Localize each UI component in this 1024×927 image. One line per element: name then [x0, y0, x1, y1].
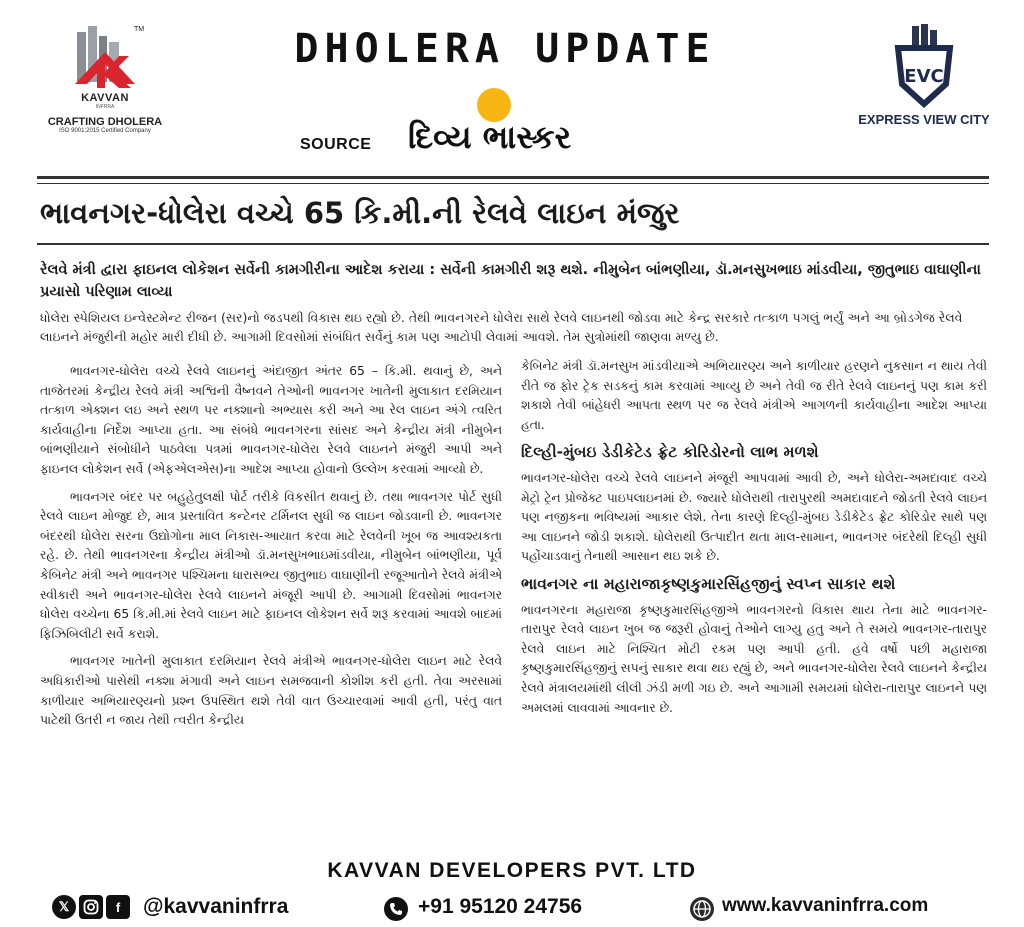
- page-title: DHOLERA UPDATE: [294, 26, 716, 72]
- evc-mark-text: EVC: [904, 66, 944, 87]
- headline: ભાવનગર-ધોલેરા વચ્ચે 65 કિ.મી.ની રેલવે લાઇન મંજુર: [40, 196, 680, 230]
- source-brand: દિવ્ય ભાસ્કર: [408, 118, 572, 156]
- kavvan-building-icon: [65, 22, 145, 94]
- kavvan-tagline: CRAFTING DHOLERA: [47, 116, 163, 128]
- company-name: KAVVAN DEVELOPERS PVT. LTD: [327, 859, 697, 882]
- subhead: રેલવે મંત્રી દ્વારા ફાઇનલ લોકેશન સર્વેની કામગીરીના આદેશ કરાયા : સર્વેની કામગીરી શરૂ થશે. નીમુબેન બાંભણીયા, ડૉ.મનસુખભાઇ માંડવીયા, જીતુભાઇ વાઘાણીના પ્રયાસો પરિણામ લાવ્યા: [40, 262, 981, 300]
- left-paragraph-3: ભાવનગર ખાતેની મુલાકાત દરમિયાન રેલવે મંત્રીએ ભાવનગર-ધોલેરા લાઇન માટે રેલવે અધિકારીઓ પાસેથી નક્શા મંગાવી અને લાઇન સમજવાની કોશીશ કરી હતી. તેવા અરસામાં કાળીયાર અભિયારણ્યનો પ્રશ્ન ઉપસ્થિત થશે તેવી વાત ઉચ્ચારવામાં આવી હતી, પરંતુ વાત પાટેથી ઉતરી ન જાય તેથી ત્વરીત કેન્દ્રીય: [40, 654, 502, 728]
- trademark-mark: TM: [134, 26, 145, 33]
- website-link[interactable]: www.kavvaninfrra.com: [722, 895, 929, 916]
- section-1-heading: દિલ્હી-મુંબઇ ડેડીકેટેડ ફ્રેટ કોરિડોરનો લાભ મળશે: [521, 443, 819, 462]
- sun-icon: [477, 88, 511, 122]
- left-paragraph-1: ભાવનગર-ધોલેરા વચ્ચે રેલવે લાઇનનું અંદાજીત અંતર 65 – કિ.મી. થવાનું છે, અને તાજેતરમાં કેન્દ્રીય રેલવે મંત્રી અશ્વિની વૈષ્નવને તેઓની ભાવનગર ખાતેની મુલાકાત દરમિયાન તત્કાળ એક્શન લઇ અને સ્થળ પર નક્શાનો અભ્યાસ કરી અને આ રેલ લાઇન અંગે ત્વરિત કાર્યવાહીના નિર્દેશ આપ્યા હતા. આ સંબંધે ભાવનગરના સાંસદ અને કેન્દ્રીય મંત્રી નીમુબેન બાંભણીયાને સંબોધીને પાઠવેલા પત્રમાં ભાવનગર-ધોલેરા રેલવે લાઇનને મંજુરી આપી અને ફાઇનલ લોકેશન સર્વે (એફએલએસ)ના આદેશ આપ્યા હોવાનો ઉલ્લેખ કરવામાં આવ્યો છે.: [40, 364, 502, 476]
- kavvan-iso: ISO 9001:2015 Certified Company: [59, 128, 151, 134]
- evc-name: EXPRESS VIEW CITY: [858, 112, 990, 127]
- x-icon[interactable]: 𝕏: [52, 895, 76, 919]
- phone-icon: [384, 897, 408, 921]
- kavvan-logo: [40, 22, 170, 152]
- headline-rule: [37, 243, 989, 245]
- social-handle[interactable]: @kavvaninfrra: [143, 895, 289, 918]
- right-paragraph-1: કેબિનેટ મંત્રી ડૉ.મનસુખ માંડવીયાએ અભિયારણ્ય અને કાળીયાર હરણને નુકસાન ન થાય તેવી રીતે જ ફોર ટ્રેક સડકનું કામ કરવામાં આવ્યુ છે અને તેવી જ રીતે રેલવે લાઇનનું પણ કામ કરી શકાશે તેવી બાંહેધરી આપતા સ્થળ પર જ રેલવે મંત્રીએ આગળની કાર્યવાહીના આદેશ આપ્યા હતા.: [521, 359, 987, 432]
- section-2-text: ભાવનગરના મહારાજા કૃષ્ણકુમારસિંહજીએ ભાવનગરનો વિકાસ થાય તેના માટે ભાવનગર-તારાપુર રેલવે લાઇન ખુબ જ જરૂરી હોવાનું તેઓને લાગ્યુ હતુ અને તે સમયે ભાવનગર-તારાપુર રેલવે લાઇન માટે નિશ્ચિત મોટી રકમ પણ આપી હતી. હવે વર્ષો પછી મહારાજા કૃષ્ણકુમારસિંહજીનું સપનું સાકાર થવા થઇ રહ્યું છે, અને ભાવનગર-ધોલેરા રેલવે લાઇનને કેન્દ્રીય રેલવે મંત્રાલયમાંથી લીલી ઝંડી મળી ગઇ છે. અને આગામી સમયમાં ધોલેરા-તારાપુર લાઇનને પણ અમલમાં લાવવામાં આવનાર છે.: [521, 602, 987, 715]
- left-paragraph-2: ભાવનગર બંદર પર બહુહેતુલક્ષી પોર્ટ તરીકે વિકસીત થવાનું છે. તથા ભાવનગર પોર્ટ સુધી રેલવે લાઇન મોજુદ છે, માત્ર પ્રસ્તાવિત કન્ટેનર ટર્મિનલ સુધી જ લાઇન જોડવાની છે. ભાવનગર બંદરથી ધોલેરા સરના ઉદ્યોગોના માલ નિકાસ-આયાત કરવા માટે રેલવેની ખૂબ જ આવશ્યકતા રહે. છે. તેથી ભાવનગરના કેન્દ્રીય મંત્રીઓ ડૉ.મનસુખભાઇમાંડવીયા, નીમુબેન બાંભણીયા, પૂર્વ કેબિનેટ મંત્રી અને ભાવનગર પશ્ચિમના ધારાસભ્ય જીતુભાઇ વાઘાણીની રજૂઆતોને રેલવે મંત્રીએ સ્વીકારી અને ભાવનગર-ધોલેરા રેલવે લાઇનને મંજૂરી આપી છે. આગામી દિવસોમાં ભાવનગર ધોલેરા વચ્ચેના 65 કિ.મી.માં રેલવે લાઇન માટે ફાઇનલ લોકેશન સર્વે શરૂ કરવામાં આવશે બાદમાં ફિઝિબિલીટી સર્વે કરાશે.: [40, 489, 502, 641]
- kavvan-sub: INFRRA: [95, 104, 115, 110]
- evc-emblem-icon: [884, 24, 964, 108]
- facebook-icon[interactable]: f: [106, 895, 130, 919]
- instagram-icon[interactable]: [79, 895, 103, 919]
- top-rule: [37, 176, 989, 179]
- right-column: [521, 357, 987, 726]
- section-2-heading: ભાવનગર ના મહારાજાકૃષ્ણકુમારસિંહજીનું સ્વપ્ન સાકાર થશે: [521, 574, 896, 593]
- section-1-text: ભાવનગર-ધોલેરા વચ્ચે રેલવે લાઇનને મંજૂરી આપવામાં આવી છે, અને ધોલેરા-અમદાવાદ વચ્ચે મેટ્રો ટ્રેન પ્રોજેક્ટ પાઇપલાઇનમાં છે. જ્યારે ધોલેરાથી તારાપુરથી અમદાવાદને જોડતી રેલવે લાઇન પણ નજીકના ભવિષ્યમાં આકાર લેશે. તેના કારણે દિલ્હી-મુંબઇ ડેડીકેટેડ ફ્રેટ કોરિડોર સાથે પણ આ લાઇનને જોડી શકાશે. ધોલેરાથી ઉત્પાદીત થતા માલ-સામાન, ભાવનગર બંદરેથી દિલ્હી સુધી પહોંચાડવાનું તેનાથી આસાન થઇ શકે છે.: [521, 470, 987, 564]
- phone-number[interactable]: +91 95120 24756: [418, 895, 583, 918]
- left-column: [40, 362, 502, 739]
- social-icons: [52, 895, 130, 921]
- intro-paragraph: ધોલેરા સ્પેશિયલ ઇન્વેસ્ટમેન્ટ રીજન (સર)નો જડપથી વિકાસ થઇ રહ્યો છે. તેથી ભાવનગરને ધોલેરા સાથે રેલવે લાઇનથી જોડવા માટે કેન્દ્ર સરકારે તત્કાળ પગલું ભર્યું અને આ બ્રોડગેજ રેલવે લાઇનને મંજુરીની મહોર મારી દીધી છે. આગામી દિવસોમાં સંબંધિત સર્વેનું કામ પણ આટોપી લેવામાં આવશે. તેમ સુત્રોમાંથી જાણવા મળ્યુ છે.: [40, 310, 963, 344]
- source-label: SOURCE: [300, 136, 372, 153]
- kavvan-name: KAVVAN: [81, 92, 129, 104]
- globe-icon: [690, 897, 714, 921]
- top-rule-thin: [37, 183, 989, 184]
- express-view-city-logo: [854, 24, 994, 127]
